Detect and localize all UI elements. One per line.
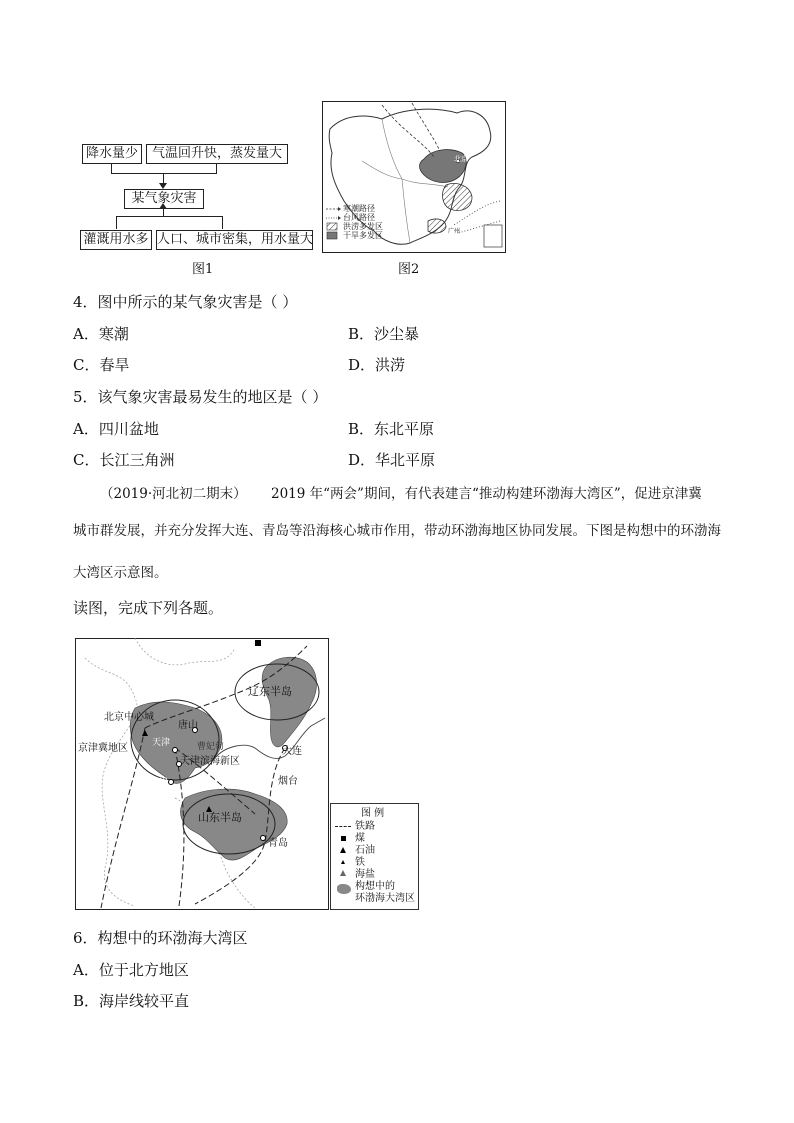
box-temperature-rise: 气温回升快，蒸发量大 [146, 144, 288, 164]
figure-1-caption: 图1 [192, 262, 214, 277]
map-label-tianjin-binhai: 天津滨海新区 [180, 756, 240, 767]
box-low-rainfall: 降水量少 [82, 144, 142, 164]
passage-line-2: 城市群发展，并充分发挥大连、青岛等沿海核心城市作用，带动环渤海地区协同发展。下图是构想中的环渤海 [73, 523, 721, 539]
map-label-tangshan: 唐山 [178, 720, 198, 731]
gray-square-icon [327, 232, 337, 239]
passage-line-3: 大湾区示意图。 [73, 565, 168, 581]
question-6-stem: 6．构想中的环渤海大湾区 [73, 929, 248, 947]
map-label-tianjin: 天津 [152, 738, 171, 748]
passage-line-1: 2019 年“两会”期间，有代表建言“推动构建环渤海大湾区”，促进京津冀 [271, 486, 702, 502]
oil-legend-icon [340, 847, 346, 853]
hatched-square-icon [327, 223, 337, 230]
passage-source: （2019·河北初二期末） [100, 486, 247, 502]
legend-bay-area-2: 环渤海大湾区 [355, 893, 415, 904]
q4-option-d[interactable]: D．洪涝 [348, 356, 406, 374]
map-label-shandong: 山东半岛 [198, 811, 242, 824]
q5-option-b[interactable]: B．东北平原 [348, 420, 435, 438]
map-label-qingdao: 青岛 [268, 838, 288, 849]
legend-railway: 铁路 [355, 821, 375, 832]
map-label-jingjinji: 京津冀地区 [78, 743, 128, 754]
map-label-guangzhou: 广州 [448, 228, 461, 235]
map-label-cangzhou: 沧州 [148, 778, 168, 789]
box-population: 人口、城市密集，用水量大 [156, 230, 313, 250]
legend-label-typhoon: 台风路径 [343, 213, 375, 222]
q6-option-a[interactable]: A．位于北方地区 [73, 961, 189, 979]
bohai-bay-area-map [75, 638, 329, 910]
map-label-beijing-center: 北京中心城 [104, 712, 154, 723]
map-label-dalian: 大连 [282, 746, 302, 757]
q4-option-b[interactable]: B．沙尘暴 [348, 325, 420, 343]
railway-icon [335, 826, 351, 827]
coal-square-icon [255, 640, 261, 646]
map-label-yantai: 烟台 [278, 776, 298, 787]
q5-option-a[interactable]: A．四川盆地 [73, 420, 159, 438]
q5-option-c[interactable]: C．长江三角洲 [73, 451, 175, 469]
box-weather-disaster: 某气象灾害 [124, 189, 204, 209]
question-4-stem: 4．图中所示的某气象灾害是（ ） [73, 293, 298, 311]
q5-option-d[interactable]: D．华北平原 [348, 451, 436, 469]
legend-coal: 煤 [355, 833, 365, 844]
legend-label-cold-wave: 寒潮路径 [343, 204, 375, 213]
map-label-liaodong: 辽东半岛 [248, 685, 292, 698]
figure-2-caption: 图2 [398, 262, 420, 277]
legend-oil: 石油 [355, 845, 375, 856]
legend-label-flood: 洪涝多发区 [343, 222, 383, 231]
bay-area-legend-icon [337, 884, 351, 894]
legend-title: 图 例 [361, 808, 385, 819]
iron-legend-icon [341, 860, 345, 864]
arrow-up-icon [159, 203, 167, 209]
passage-instruction: 读图，完成下列各题。 [73, 599, 224, 617]
coal-legend-icon [341, 836, 346, 841]
map-label-caofeidian: 曹妃甸 [197, 742, 225, 752]
legend-salt: 海盐 [355, 869, 375, 880]
legend-label-drought: 干旱多发区 [343, 231, 383, 240]
legend-bay-area: 构想中的 [355, 881, 395, 892]
question-5-stem: 5．该气象灾害最易发生的地区是（ ） [73, 388, 328, 406]
q6-option-b[interactable]: B．海岸线较平直 [73, 992, 190, 1010]
q4-option-a[interactable]: A．寒潮 [73, 325, 129, 343]
box-irrigation: 灌溉用水多 [80, 230, 152, 250]
q4-option-c[interactable]: C．春旱 [73, 356, 130, 374]
map-legend [330, 803, 419, 910]
legend-iron: 铁 [355, 857, 365, 868]
map-label-beijing: 北京 [454, 155, 468, 163]
salt-legend-icon [340, 870, 346, 876]
